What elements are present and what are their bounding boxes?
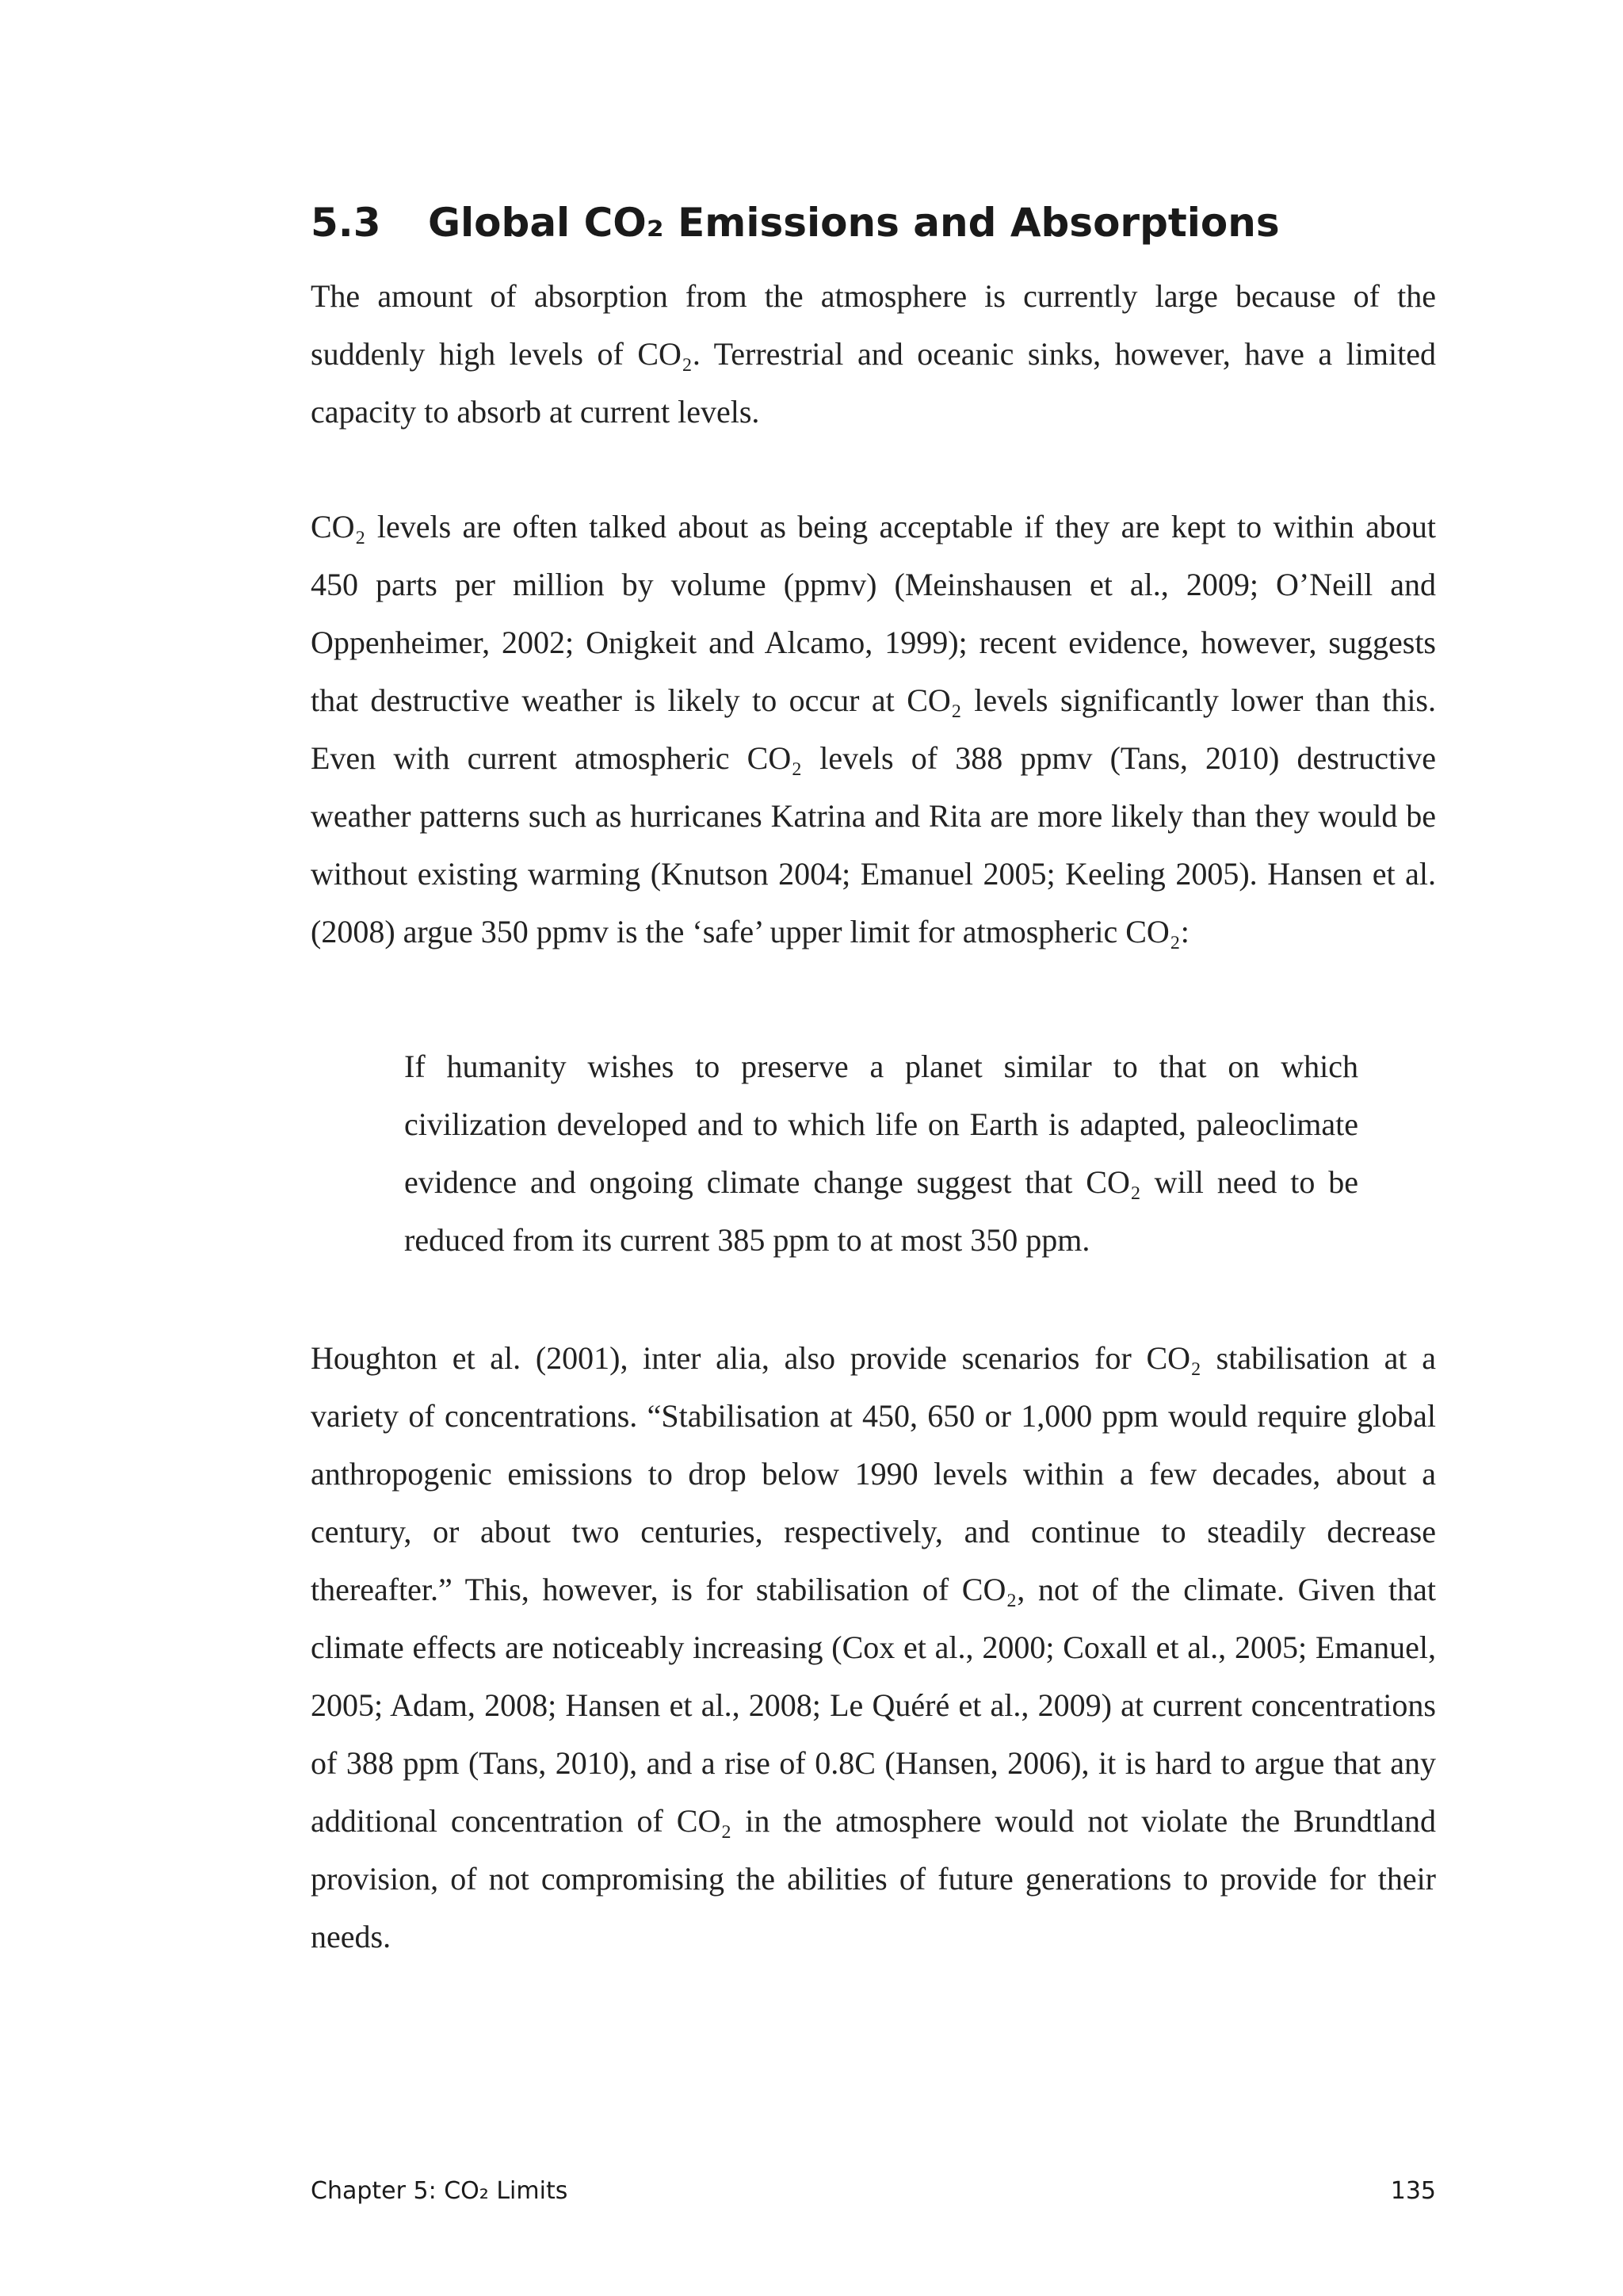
paragraph-stabilisation: Houghton et al. (2001), inter alia, also provide scenarios for CO₂ stabilisation at a variety of concentrations. “Stabilisation at 450, 650 or 1,000 ppm would require global anthropogenic emissions to drop below 1990 levels within a few decades, about a century, or about two centuries, respectively, and continue to steadily decrease thereafter.” This, however, is for stabilisation of CO₂, not of the climate. Given that climate effects are noticeably increasing (Cox et al., 2000; Coxall et al., 2005; Emanuel, 2005; Adam, 2008; Hansen et al., 2008; Le Quéré et al., 2009) at current concentrations of 388 ppm (Tans, 2010), and a rise of 0.8C (Hansen, 2006), it is hard to argue that any additional concentration of CO₂ in the atmosphere would not violate the Brundtland provision, of not compromising the abilities of future generations to provide for their needs. xyxy=(311,1340,1436,1954)
section-number: 5.3 xyxy=(311,200,381,246)
block-quote: If humanity wishes to preserve a planet similar to that on which civilization developed and to which life on Earth is adapted, paleoclimate evidence and ongoing climate change suggest that CO₂ will need to be reduced from its current 385 ppm to at most 350 ppm. xyxy=(404,1049,1358,1258)
footer-chapter: Chapter 5: CO₂ Limits xyxy=(311,2177,568,2205)
paragraph-levels: CO₂ levels are often talked about as being acceptable if they are kept to within about 450 parts per million by volume (ppmv) (Meinshausen et al., 2009; O’Neill and Oppenheimer, 2002; Onigkeit and Alcamo, 1999); recent evidence, however, suggests that destructive weather is likely to occur at CO₂ levels significantly lower than this. Even with current atmospheric CO₂ levels of 388 ppmv (Tans, 2010) destructive weather patterns such as hurricanes Katrina and Rita are more likely than they would be without existing warming (Knutson 2004; Emanuel 2005; Keeling 2005). Hansen et al. (2008) argue 350 ppmv is the ‘safe’ upper limit for atmospheric CO₂: xyxy=(311,509,1436,949)
section-heading xyxy=(311,195,1436,250)
section-title: Global CO₂ Emissions and Absorptions xyxy=(428,200,1280,246)
footer-page-number: 135 xyxy=(1390,2177,1436,2205)
paragraph-intro: The amount of absorption from the atmosphere is currently large because of the suddenly high levels of CO₂. Terrestrial and oceanic sinks, however, have a limited capacity to absorb at current levels. xyxy=(311,278,1436,430)
